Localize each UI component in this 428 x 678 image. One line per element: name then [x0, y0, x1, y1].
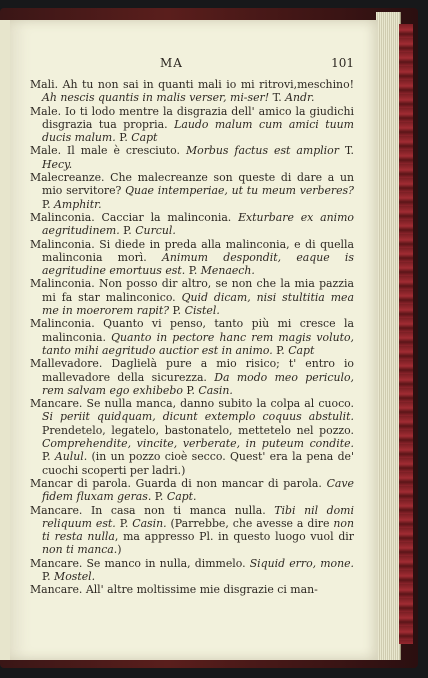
latin-text: Casin. — [198, 383, 233, 397]
latin-text: Si periit quidquam, dicunt extemplo coquus abstulit. — [42, 410, 354, 424]
italian-text: Mallevadore. Daglielà pure a mio risico; t' entro io mallevadore della sicurezza. — [30, 357, 354, 384]
italian-text: P. — [169, 304, 185, 318]
latin-text: Quid dicam, nisi stultitia mea me in moerorem rapit? — [42, 290, 354, 318]
italian-text: Mancar di parola. Guarda di non mancar di parola. — [30, 476, 327, 490]
latin-text: Da modo meo periculo, rem salvam ego exhibebo — [42, 370, 354, 397]
latin-text: Exturbare ex animo aegritudinem. — [42, 210, 354, 238]
latin-text: Tibi nil domi reliquum est. — [42, 503, 354, 530]
latin-text: Hecy. — [42, 157, 73, 171]
dictionary-entry — [30, 171, 354, 211]
italian-text: Malinconia. Si diede in preda alla malinconia, e di quella malinconia morì. — [30, 237, 354, 264]
latin-text: Animum despondit, eaque is aegritudine emortuus est. — [42, 250, 354, 278]
dictionary-entry — [30, 504, 354, 557]
italian-text: Male. Io ti lodo mentre la disgrazia dell' amico la giudichi disgrazia tua propria. — [30, 104, 354, 131]
italian-text: Mancare. In casa non ti manca nulla. — [30, 503, 275, 517]
latin-text: Amphitr. — [54, 197, 102, 211]
latin-text: Curcul. — [135, 224, 176, 238]
italian-text: Mancare. Se nulla manca, danno subito la colpa al cuoco. — [30, 397, 354, 411]
italian-text: Male. Il male è cresciuto. — [30, 144, 186, 158]
italian-text: P. — [115, 516, 133, 530]
italian-text: meschino! — [297, 78, 354, 91]
dictionary-entry — [30, 557, 354, 584]
latin-text: Morbus factus est amplior — [185, 144, 339, 158]
italian-text: Mali. Ah tu non sai in quanti mali io mi ritrovi, — [30, 78, 298, 91]
dictionary-entry — [30, 397, 354, 477]
dictionary-entry — [30, 211, 354, 238]
latin-text: Ah nescis quantis in malis verser, mi- — [42, 91, 248, 105]
latin-text: ser! — [247, 91, 270, 105]
latin-text: Quae intemperiae, ut tu meum verberes? — [125, 184, 354, 198]
italian-text: ) — [117, 543, 122, 557]
dictionary-entry — [30, 477, 354, 504]
dictionary-entry — [30, 357, 354, 397]
latin-text: Cistel. — [184, 304, 220, 318]
italian-text: Malinconia. Non posso dir altro, se non che la mia pazzia mi fa star malinconico. — [30, 277, 354, 304]
italian-text: P. — [42, 569, 55, 583]
page-number: 101 — [331, 56, 354, 70]
latin-text: Laudo malum cum amici tuum ducis malum. — [42, 117, 354, 145]
latin-text: Andr. — [285, 91, 315, 105]
latin-text: Capt. — [166, 490, 197, 504]
latin-text: Aulul. — [54, 450, 88, 464]
italian-text: P. — [185, 264, 201, 278]
italian-text: P. — [42, 197, 55, 211]
latin-text: Mostel. — [54, 569, 96, 583]
latin-text: Cave fidem fluxam geras. — [42, 476, 354, 504]
latin-text: Capt — [288, 343, 315, 357]
dictionary-entry — [30, 317, 354, 357]
italian-text: Malecreanze. Che malecreanze son queste di dare a un mio servitore? — [30, 171, 354, 198]
dictionary-entry — [30, 277, 354, 317]
marbled-cover-edge — [399, 24, 413, 644]
italian-text: (Parrebbe, che avesse a dire — [166, 516, 334, 530]
italian-text: P. — [151, 490, 167, 504]
italian-text: Prendetelo, legatelo, bastonatelo, mettetelo nel pozzo. — [42, 423, 354, 437]
dictionary-entry — [30, 144, 354, 171]
italian-text: Malinconia. Cacciar la malinconia. — [30, 210, 239, 224]
dictionary-entry — [30, 583, 354, 596]
latin-text: Capt — [131, 131, 158, 145]
italian-text: T. — [269, 91, 286, 105]
latin-text: non ti manca. — [42, 543, 118, 557]
italian-text: P. — [115, 131, 132, 145]
running-header — [20, 56, 354, 74]
latin-text: Comprehendite, vincite, verberate, in puteum condite. — [42, 437, 354, 451]
latin-text: Casin. — [132, 516, 167, 530]
dictionary-entry — [30, 238, 354, 278]
latin-text: Quanto in pectore hanc rem magis voluto, tanto mihi aegritudo auctior est in animo. — [42, 330, 354, 357]
italian-text: P. — [272, 343, 289, 357]
italian-text: P. — [119, 224, 136, 238]
page-block-edge — [376, 12, 401, 660]
italian-text: P. — [42, 450, 55, 464]
latin-text: non ti resta nulla — [42, 516, 354, 544]
italian-text: Mancare. Se manco in nulla, dimmelo. — [30, 556, 250, 570]
dictionary-entry — [30, 105, 354, 145]
italian-text: (in un pozzo cioè secco. Quest' era la pena de' cuochi scoperti per ladri.) — [42, 450, 354, 477]
latin-text: Siquid erro, mone. — [249, 556, 354, 570]
running-title: MA — [160, 56, 183, 70]
italian-text: Mancare. All' altre moltissime mie disgrazie ci man- — [30, 583, 318, 597]
italian-text: T. — [338, 144, 354, 158]
italian-text: , ma appresso Pl. in questo luogo vuol dir — [114, 530, 354, 544]
latin-text: Menaech. — [200, 264, 255, 278]
italian-text: Malinconia. Quanto vi penso, tanto più mi cresce la malinconia. — [30, 317, 354, 344]
italian-text: P. — [182, 383, 199, 397]
dictionary-entry — [30, 78, 354, 105]
dictionary-entries — [30, 78, 354, 597]
